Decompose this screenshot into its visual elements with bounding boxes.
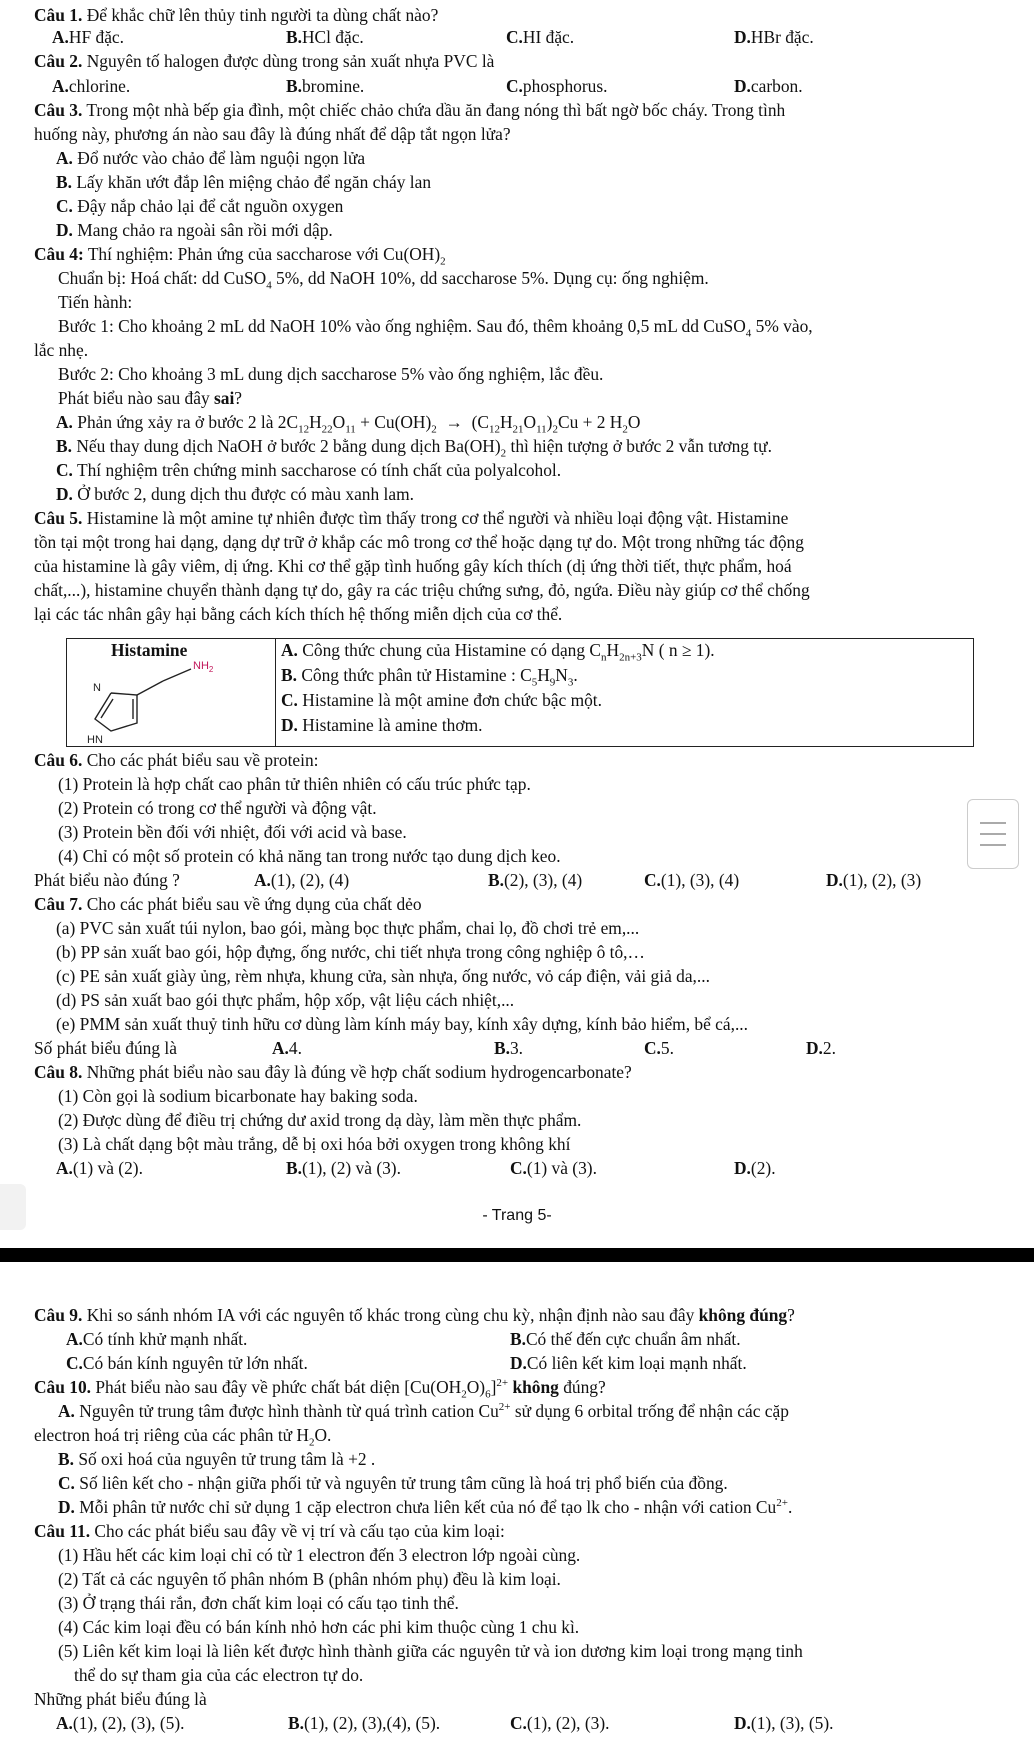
option-d[interactable]: D. carbon. (734, 76, 803, 96)
question-4-procedure: Tiến hành: (58, 292, 133, 312)
question-6-stem: Câu 6. Cho các phát biểu sau về protein: (34, 750, 319, 770)
option-c[interactable]: C. Số liên kết cho - nhận giữa phối tử và nguyên tử trung tâm cũng là hoá trị phổ biến của đồng. (58, 1473, 728, 1493)
question-4-step-2: Bước 2: Cho khoảng 3 mL dung dịch saccharose 5% vào ống nghiệm, lắc đều. (58, 364, 604, 384)
question-4-step-1: Bước 1: Cho khoảng 2 mL dd NaOH 10% vào ống nghiệm. Sau đó, thêm khoảng 0,5 mL dd CuSO$_4$ 5% vào, (58, 316, 813, 340)
option-a[interactable]: A. chlorine. (52, 76, 131, 96)
question-7-stem: Câu 7. Cho các phát biểu sau về ứng dụng của chất dẻo (34, 894, 422, 914)
option-d[interactable]: D. Ở bước 2, dung dịch thu được có màu xanh lam. (56, 484, 414, 504)
option-b[interactable]: B. (2), (3), (4) (488, 870, 583, 890)
option-c[interactable]: C. phosphorus. (506, 76, 608, 96)
option-b[interactable]: B. (1), (2), (3),(4), (5). (288, 1713, 441, 1733)
option-d[interactable]: D. (1), (2), (3) (826, 870, 922, 890)
statement-5-cont: thể do sự tham gia của các electron tự do. (74, 1665, 364, 1685)
question-5-stem-cont: tồn tại một trong hai dạng, dạng dự trữ ở khắp các mô trong cơ thể hoặc dạng tự do. Một trong những tác động (34, 532, 804, 552)
n-atom-label: N (93, 682, 101, 694)
question-1-stem: Câu 1. Để khắc chữ lên thủy tinh người ta dùng chất nào? (34, 5, 439, 25)
statement-b: (b) PP sản xuất bao gói, hộp đựng, ống nước, chi tiết nhựa trong công nghiệp ô tô,… (56, 942, 645, 962)
question-4-step-1-cont: lắc nhẹ. (34, 340, 89, 360)
option-c[interactable]: C. (1), (3), (4) (644, 870, 740, 890)
option-d[interactable]: D. HBr đặc. (734, 27, 814, 47)
option-d[interactable]: D. Mang chảo ra ngoài sân rồi mới dập. (56, 220, 333, 240)
statement-1: (1) Còn gọi là sodium bicarbonate hay baking soda. (58, 1086, 418, 1106)
question-3-stem-cont: huống này, phương án nào sau đây là đúng nhất để dập tắt ngọn lửa? (34, 124, 511, 144)
question-2-stem: Câu 2. Nguyên tố halogen được dùng trong sản xuất nhựa PVC là (34, 51, 495, 71)
statement-4: (4) Chỉ có một số protein có khả năng tan trong nước tạo dung dịch keo. (58, 846, 561, 866)
option-c[interactable]: C. (1) và (3). (510, 1158, 597, 1178)
question-7-options (0, 1038, 1034, 1059)
question-9-stem: Câu 9. Khi so sánh nhóm IA với các nguyên tố khác trong cùng chu kỳ, nhận định nào sau đây không đúng? (34, 1305, 795, 1325)
question-3-stem: Câu 3. Trong một nhà bếp gia đình, một chiếc chảo chứa dầu ăn đang nóng thì bất ngờ bốc cháy. Trong tình (34, 100, 786, 120)
question-8-stem: Câu 8. Những phát biểu nào sau đây là đúng về hợp chất sodium hydrogencarbonate? (34, 1062, 632, 1082)
option-d[interactable]: D. (2). (734, 1158, 776, 1178)
option-b[interactable]: B. Lấy khăn ướt đắp lên miệng chảo để ngăn cháy lan (56, 172, 432, 192)
question-4-ask: Phát biểu nào sau đây sai? (58, 388, 243, 408)
option-a[interactable]: A. Đổ nước vào chảo để làm nguội ngọn lửa (56, 148, 366, 168)
option-a[interactable]: A. (1) và (2). (56, 1158, 143, 1178)
option-b[interactable]: B. (1), (2) và (3). (286, 1158, 401, 1178)
histamine-title: Histamine (111, 640, 188, 660)
option-a[interactable]: A. Có tính khử mạnh nhất. (66, 1329, 248, 1349)
histamine-structure (67, 639, 276, 746)
statement-c: (c) PE sản xuất giày ủng, rèm nhựa, khung cửa, sàn nhựa, ống nước, vỏ cáp điện, vải giả da,... (56, 966, 710, 986)
side-tab-handle[interactable] (0, 1184, 26, 1230)
option-b[interactable]: B. Có thế đến cực chuẩn âm nhất. (510, 1329, 741, 1349)
option-a[interactable]: A. 4. (272, 1038, 302, 1058)
nh2-group-label: $NH_2$ (193, 660, 214, 674)
question-10-stem: Câu 10. Phát biểu nào sau đây về phức chất bát diện $[Cu(OH_2O)_6]^{2+}$ không đúng? (34, 1377, 606, 1401)
page-number: - Trang 5- (482, 1207, 552, 1224)
statement-3: (3) Là chất dạng bột màu trắng, dễ bị oxi hóa bởi oxygen trong không khí (58, 1134, 571, 1154)
option-a[interactable]: A. (1), (2), (3), (5). (56, 1713, 185, 1733)
option-c[interactable]: C. Thí nghiệm trên chứng minh saccharose có tính chất của polyalcohol. (56, 460, 562, 480)
option-d[interactable]: D. Histamine là amine thơm. (281, 715, 483, 735)
question-6-ask: Phát biểu nào đúng ? (34, 870, 180, 890)
option-c[interactable]: C. Histamine là một amine đơn chức bậc một. (281, 690, 602, 710)
statement-3: (3) Ở trạng thái rắn, đơn chất kim loại có cấu tạo tinh thể. (58, 1593, 459, 1613)
hamburger-menu-icon[interactable] (967, 799, 1019, 869)
question-5-stem-cont: lại các tác nhân gây hại bằng cách kích thích hệ thống miễn dịch của cơ thể. (34, 604, 563, 624)
option-b[interactable]: B. Công thức phân tử Histamine : $C_5H_9N_3$. (281, 665, 578, 689)
statement-2: (2) Được dùng để điều trị chứng dư axid trong dạ dày, làm mền thực phẩm. (58, 1110, 582, 1130)
statement-e: (e) PMM sản xuất thuỷ tinh hữu cơ dùng làm kính máy bay, kính xây dựng, kính bảo hiểm, bể cá,... (56, 1014, 748, 1034)
statement-1: (1) Protein là hợp chất cao phân tử thiên nhiên có cấu trúc phức tạp. (58, 774, 531, 794)
statement-5: (5) Liên kết kim loại là liên kết được hình thành giữa các nguyên tử và ion dương kim loại trong mạng tinh (58, 1641, 803, 1661)
statement-d: (d) PS sản xuất bao gói thực phẩm, hộp xốp, vật liệu cách nhiệt,... (56, 990, 515, 1010)
option-c[interactable]: C. Có bán kính nguyên tử lớn nhất. (66, 1353, 308, 1373)
option-a[interactable]: A. HF đặc. (52, 27, 124, 47)
statement-2: (2) Tất cả các nguyên tố phân nhóm B (phân nhóm phụ) đều là kim loại. (58, 1569, 561, 1589)
question-4-prep: Chuẩn bị: Hoá chất: dd CuSO$_4$ 5%, dd NaOH 10%, dd saccharose 5%. Dụng cụ: ống nghiệm. (58, 268, 709, 292)
statement-1: (1) Hầu hết các kim loại chỉ có từ 1 electron đến 3 electron lớp ngoài cùng. (58, 1545, 581, 1565)
histamine-molecule-drawing (67, 639, 275, 746)
option-b[interactable]: B. Nếu thay dung dịch NaOH ở bước 2 bằng dung dịch $Ba(OH)_2$ thì hiện tượng ở bước 2 vẫn tương tự. (56, 436, 772, 460)
option-a-cont: electron hoá trị riêng của các phân tử $H_2O$. (34, 1425, 332, 1449)
question-6-options (0, 870, 1034, 891)
option-b[interactable]: B. HCl đặc. (286, 27, 364, 47)
option-c[interactable]: C. (1), (2), (3). (510, 1713, 610, 1733)
question-7-ask: Số phát biểu đúng là (34, 1038, 177, 1058)
option-d[interactable]: D. 2. (806, 1038, 836, 1058)
question-11-ask: Những phát biểu đúng là (34, 1689, 207, 1709)
question-5-stem-cont: chất,...), histamine chuyển thành dạng tự do, gây ra các triệu chứng sưng, đỏ, ngứa. Điều này giúp cơ thể chống (34, 580, 810, 600)
hn-atom-label: HN (87, 734, 103, 746)
option-b[interactable]: B. 3. (494, 1038, 523, 1058)
question-4-stem: Câu 4: Thí nghiệm: Phản ứng của saccharose với $Cu(OH)_2$ (34, 244, 446, 268)
option-d[interactable]: D. Có liên kết kim loại mạnh nhất. (510, 1353, 747, 1373)
question-11-stem: Câu 11. Cho các phát biểu sau đây về vị trí và cấu tạo của kim loại: (34, 1521, 505, 1541)
statement-a: (a) PVC sản xuất túi nylon, bao gói, màng bọc thực phẩm, chai lọ, đồ chơi trẻ em,... (56, 918, 640, 938)
page-6 (0, 1262, 1034, 1747)
option-d[interactable]: D. Mỗi phân tử nước chỉ sử dụng 1 cặp electron chưa liên kết của nó để tạo lk cho - nhận với cation $Cu^{2+}$. (58, 1497, 793, 1517)
option-c[interactable]: C. Đậy nắp chảo lại để cắt nguồn oxygen (56, 196, 344, 216)
option-c[interactable]: C. 5. (644, 1038, 674, 1058)
histamine-box (66, 638, 974, 747)
option-c[interactable]: C. HI đặc. (506, 27, 575, 47)
option-a[interactable]: A. Nguyên tử trung tâm được hình thành từ quá trình cation $Cu^{2+}$ sử dụng 6 orbital trống để nhận các cặp (58, 1401, 789, 1421)
question-5-stem: Câu 5. Histamine là một amine tự nhiên được tìm thấy trong cơ thể người và nhiều loại động vật. Histamine (34, 508, 789, 528)
option-b[interactable]: B. bromine. (286, 76, 365, 96)
statement-4: (4) Các kim loại đều có bán kính nhỏ hơn các phi kim thuộc cùng 1 chu kì. (58, 1617, 580, 1637)
page-divider (0, 1248, 1034, 1262)
option-d[interactable]: D. (1), (3), (5). (734, 1713, 834, 1733)
option-b[interactable]: B. Số oxi hoá của nguyên tử trung tâm là +2 . (58, 1449, 376, 1469)
question-5-stem-cont: của histamine là gây viêm, dị ứng. Khi cơ thể gặp tình huống gây kích thích (dị ứng thời tiết, thực phẩm, hoá (34, 556, 792, 576)
option-a[interactable]: A. Công thức chung của Histamine có dạng $C_nH_{2n+3}N$ ( n ≥ 1). (281, 640, 715, 664)
statement-3: (3) Protein bền đối với nhiệt, đối với acid và base. (58, 822, 407, 842)
option-a[interactable]: A. (1), (2), (4) (254, 870, 350, 890)
statement-2: (2) Protein có trong cơ thể người và động vật. (58, 798, 377, 818)
option-a[interactable]: A. Phản ứng xảy ra ở bước 2 là $2C_{12}H_{22}O_{11} + Cu(OH)_2 \to (C_{12}H_{21}O_{11})_2Cu + 2$ $H_2O$ (56, 412, 641, 436)
